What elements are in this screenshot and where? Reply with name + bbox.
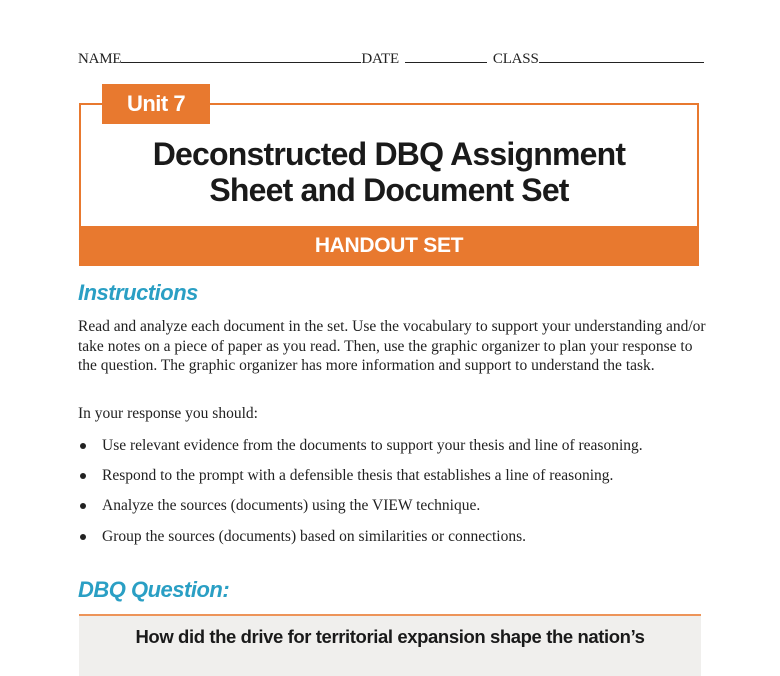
student-info-line: [78, 48, 704, 68]
date-blank[interactable]: [405, 48, 487, 63]
title-line-2: Sheet and Document Set: [209, 172, 569, 208]
bullet-text: Use relevant evidence from the documents to support your thesis and line of reasoning.: [102, 437, 643, 454]
question-line-1: How did the drive for territorial expansion shape the nation’s: [135, 626, 645, 647]
name-blank[interactable]: [121, 48, 361, 63]
list-item: [78, 527, 718, 547]
instructions-bullet-list: [78, 436, 718, 556]
bullet-icon: [80, 473, 86, 479]
instructions-heading: Instructions: [78, 280, 198, 305]
date-label: DATE: [361, 51, 399, 67]
instructions-lead-in: In your response you should:: [78, 405, 258, 422]
class-label: CLASS: [492, 51, 539, 67]
name-label: NAME: [78, 51, 122, 67]
list-item: [78, 436, 718, 456]
bullet-text: Respond to the prompt with a defensible thesis that establishes a line of reasoning.: [102, 466, 614, 484]
title-line-1: Deconstructed DBQ Assignment: [152, 136, 626, 172]
bullet-icon: [80, 503, 86, 509]
class-blank[interactable]: [539, 48, 704, 63]
bullet-icon: [80, 534, 86, 540]
bullet-icon: [80, 443, 86, 449]
page-title: [81, 136, 697, 208]
unit-tab: Unit 7: [102, 84, 210, 124]
bullet-text: Group the sources (documents) based on similarities or connections.: [102, 527, 526, 545]
bullet-text: Analyze the sources (documents) using the VIEW technique.: [102, 497, 481, 514]
dbq-question-heading: DBQ Question:: [78, 577, 230, 602]
list-item: [78, 466, 718, 486]
instructions-paragraph: Read and analyze each document in the set. Use the vocabulary to support your understanding and/or take notes on a piece of paper as you read. Then, use the graphic organizer to plan your response to the question. The graphic organizer has more information and support to understand the task.: [78, 318, 706, 374]
handout-set-bar: HANDOUT SET: [79, 226, 699, 266]
list-item: [78, 496, 718, 516]
dbq-question-text: [79, 626, 701, 648]
